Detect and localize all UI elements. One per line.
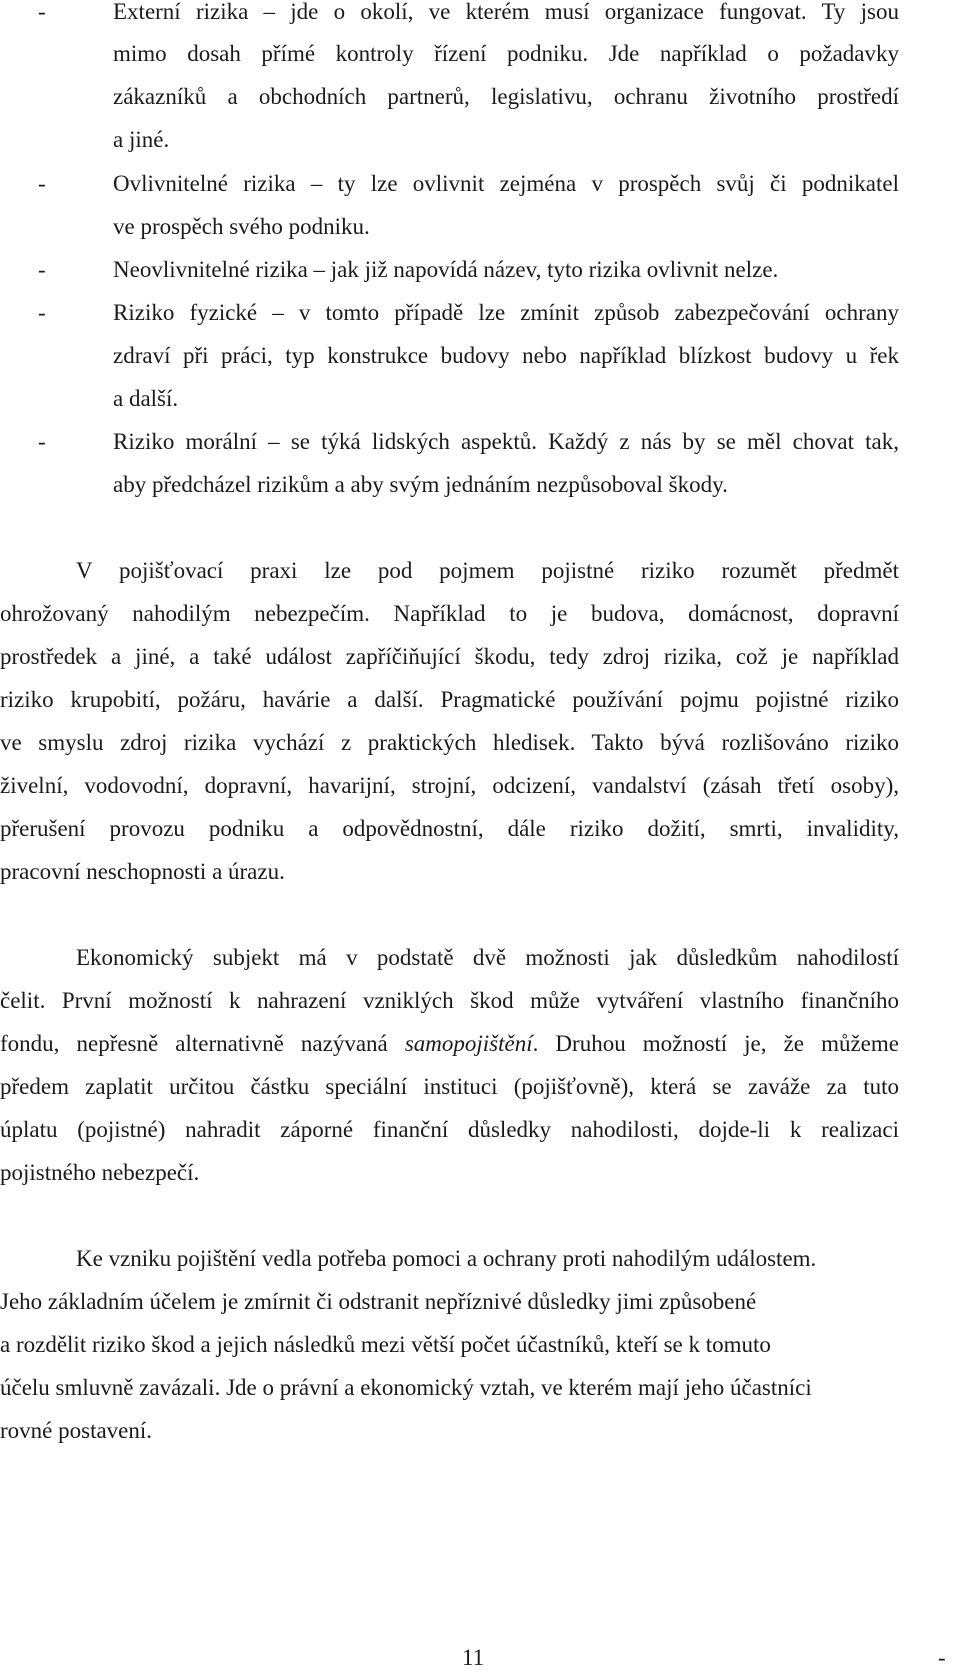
page-number: 11: [462, 1645, 485, 1670]
text-line: Externí rizika – jde o okolí, ve kterém musí organizace fungovat. Ty jsou: [113, 0, 899, 24]
text-span: . Druhou možností je, že můžeme: [532, 1031, 899, 1056]
bullet-dash: -: [38, 257, 46, 282]
bullet-dash: -: [38, 300, 46, 325]
text-line: ve smyslu zdroj rizika vychází z praktických hledisek. Takto bývá rozlišováno riziko: [0, 730, 899, 755]
text-line: přerušení provozu podniku a odpovědnostní, dále riziko dožití, smrti, invalidity,: [0, 816, 899, 841]
text-line: čelit. První možností k nahrazení vzniklých škod může vytváření vlastního finančního: [0, 988, 899, 1013]
text-line: [0, 1030, 899, 1058]
text-line: zdraví při práci, typ konstrukce budovy nebo například blízkost budovy u řek: [113, 343, 899, 368]
text-line: V pojišťovací praxi lze pod pojmem pojistné riziko rozumět předmět: [76, 558, 899, 583]
text-line: Neovlivnitelné rizika – jak již napovídá název, tyto rizika ovlivnit nelze.: [113, 257, 779, 282]
text-line: a další.: [113, 386, 179, 411]
text-line: ohrožovaný nahodilým nebezpečím. Například to je budova, domácnost, dopravní: [0, 601, 899, 626]
text-line: aby předcházel rizikům a aby svým jednáním nezpůsoboval škody.: [113, 472, 728, 497]
text-line: a rozdělit riziko škod a jejich následků mezi větší počet účastníků, kteří se k tomuto: [0, 1332, 771, 1357]
text-line: prostředek a jiné, a také událost zapříčiňující škodu, tedy zdroj rizika, což je například: [0, 644, 899, 669]
text-line: riziko krupobití, požáru, havárie a další. Pragmatické používání pojmu pojistné riziko: [0, 687, 899, 712]
text-line: rovné postavení.: [0, 1418, 153, 1443]
text-line: Jeho základním účelem je zmírnit či odstranit nepříznivé důsledky jimi způsobené: [0, 1289, 757, 1314]
corner-mark: -: [938, 1645, 946, 1670]
text-line: úplatu (pojistné) nahradit záporné finanční důsledky nahodilosti, dojde-li k realizaci: [0, 1117, 899, 1142]
text-span: fondu, nepřesně alternativně nazývaná: [0, 1031, 388, 1056]
text-line: a jiné.: [113, 127, 170, 152]
text-line: pracovní neschopnosti a úrazu.: [0, 859, 285, 884]
text-line: Riziko fyzické – v tomto případě lze zmínit způsob zabezpečování ochrany: [113, 300, 899, 325]
bullet-dash: -: [38, 429, 46, 454]
text-line: Ovlivnitelné rizika – ty lze ovlivnit zejména v prospěch svůj či podnikatel: [113, 171, 899, 196]
text-line: mimo dosah přímé kontroly řízení podniku. Jde například o požadavky: [113, 41, 899, 66]
text-line: pojistného nebezpečí.: [0, 1160, 200, 1185]
text-line: zákazníků a obchodních partnerů, legislativu, ochranu životního prostředí: [113, 84, 899, 109]
text-line: živelní, vodovodní, dopravní, havarijní, strojní, odcizení, vandalství (zásah třetí osoby),: [0, 773, 899, 798]
bullet-dash: -: [38, 0, 46, 24]
bullet-dash: -: [38, 171, 46, 196]
text-line: účelu smluvně zavázali. Jde o právní a ekonomický vztah, ve kterém mají jeho účastníci: [0, 1375, 812, 1400]
text-line: Ekonomický subjekt má v podstatě dvě možnosti jak důsledkům nahodilostí: [76, 945, 899, 970]
italic-term: samopojištění: [404, 1031, 533, 1056]
text-line: Riziko morální – se týká lidských aspektů. Každý z nás by se měl chovat tak,: [113, 429, 899, 454]
text-line: předem zaplatit určitou částku speciální instituci (pojišťovně), která se zaváže za tuto: [0, 1074, 899, 1099]
text-line: ve prospěch svého podniku.: [113, 214, 370, 239]
text-line: Ke vzniku pojištění vedla potřeba pomoci a ochrany proti nahodilým událostem.: [76, 1246, 817, 1271]
